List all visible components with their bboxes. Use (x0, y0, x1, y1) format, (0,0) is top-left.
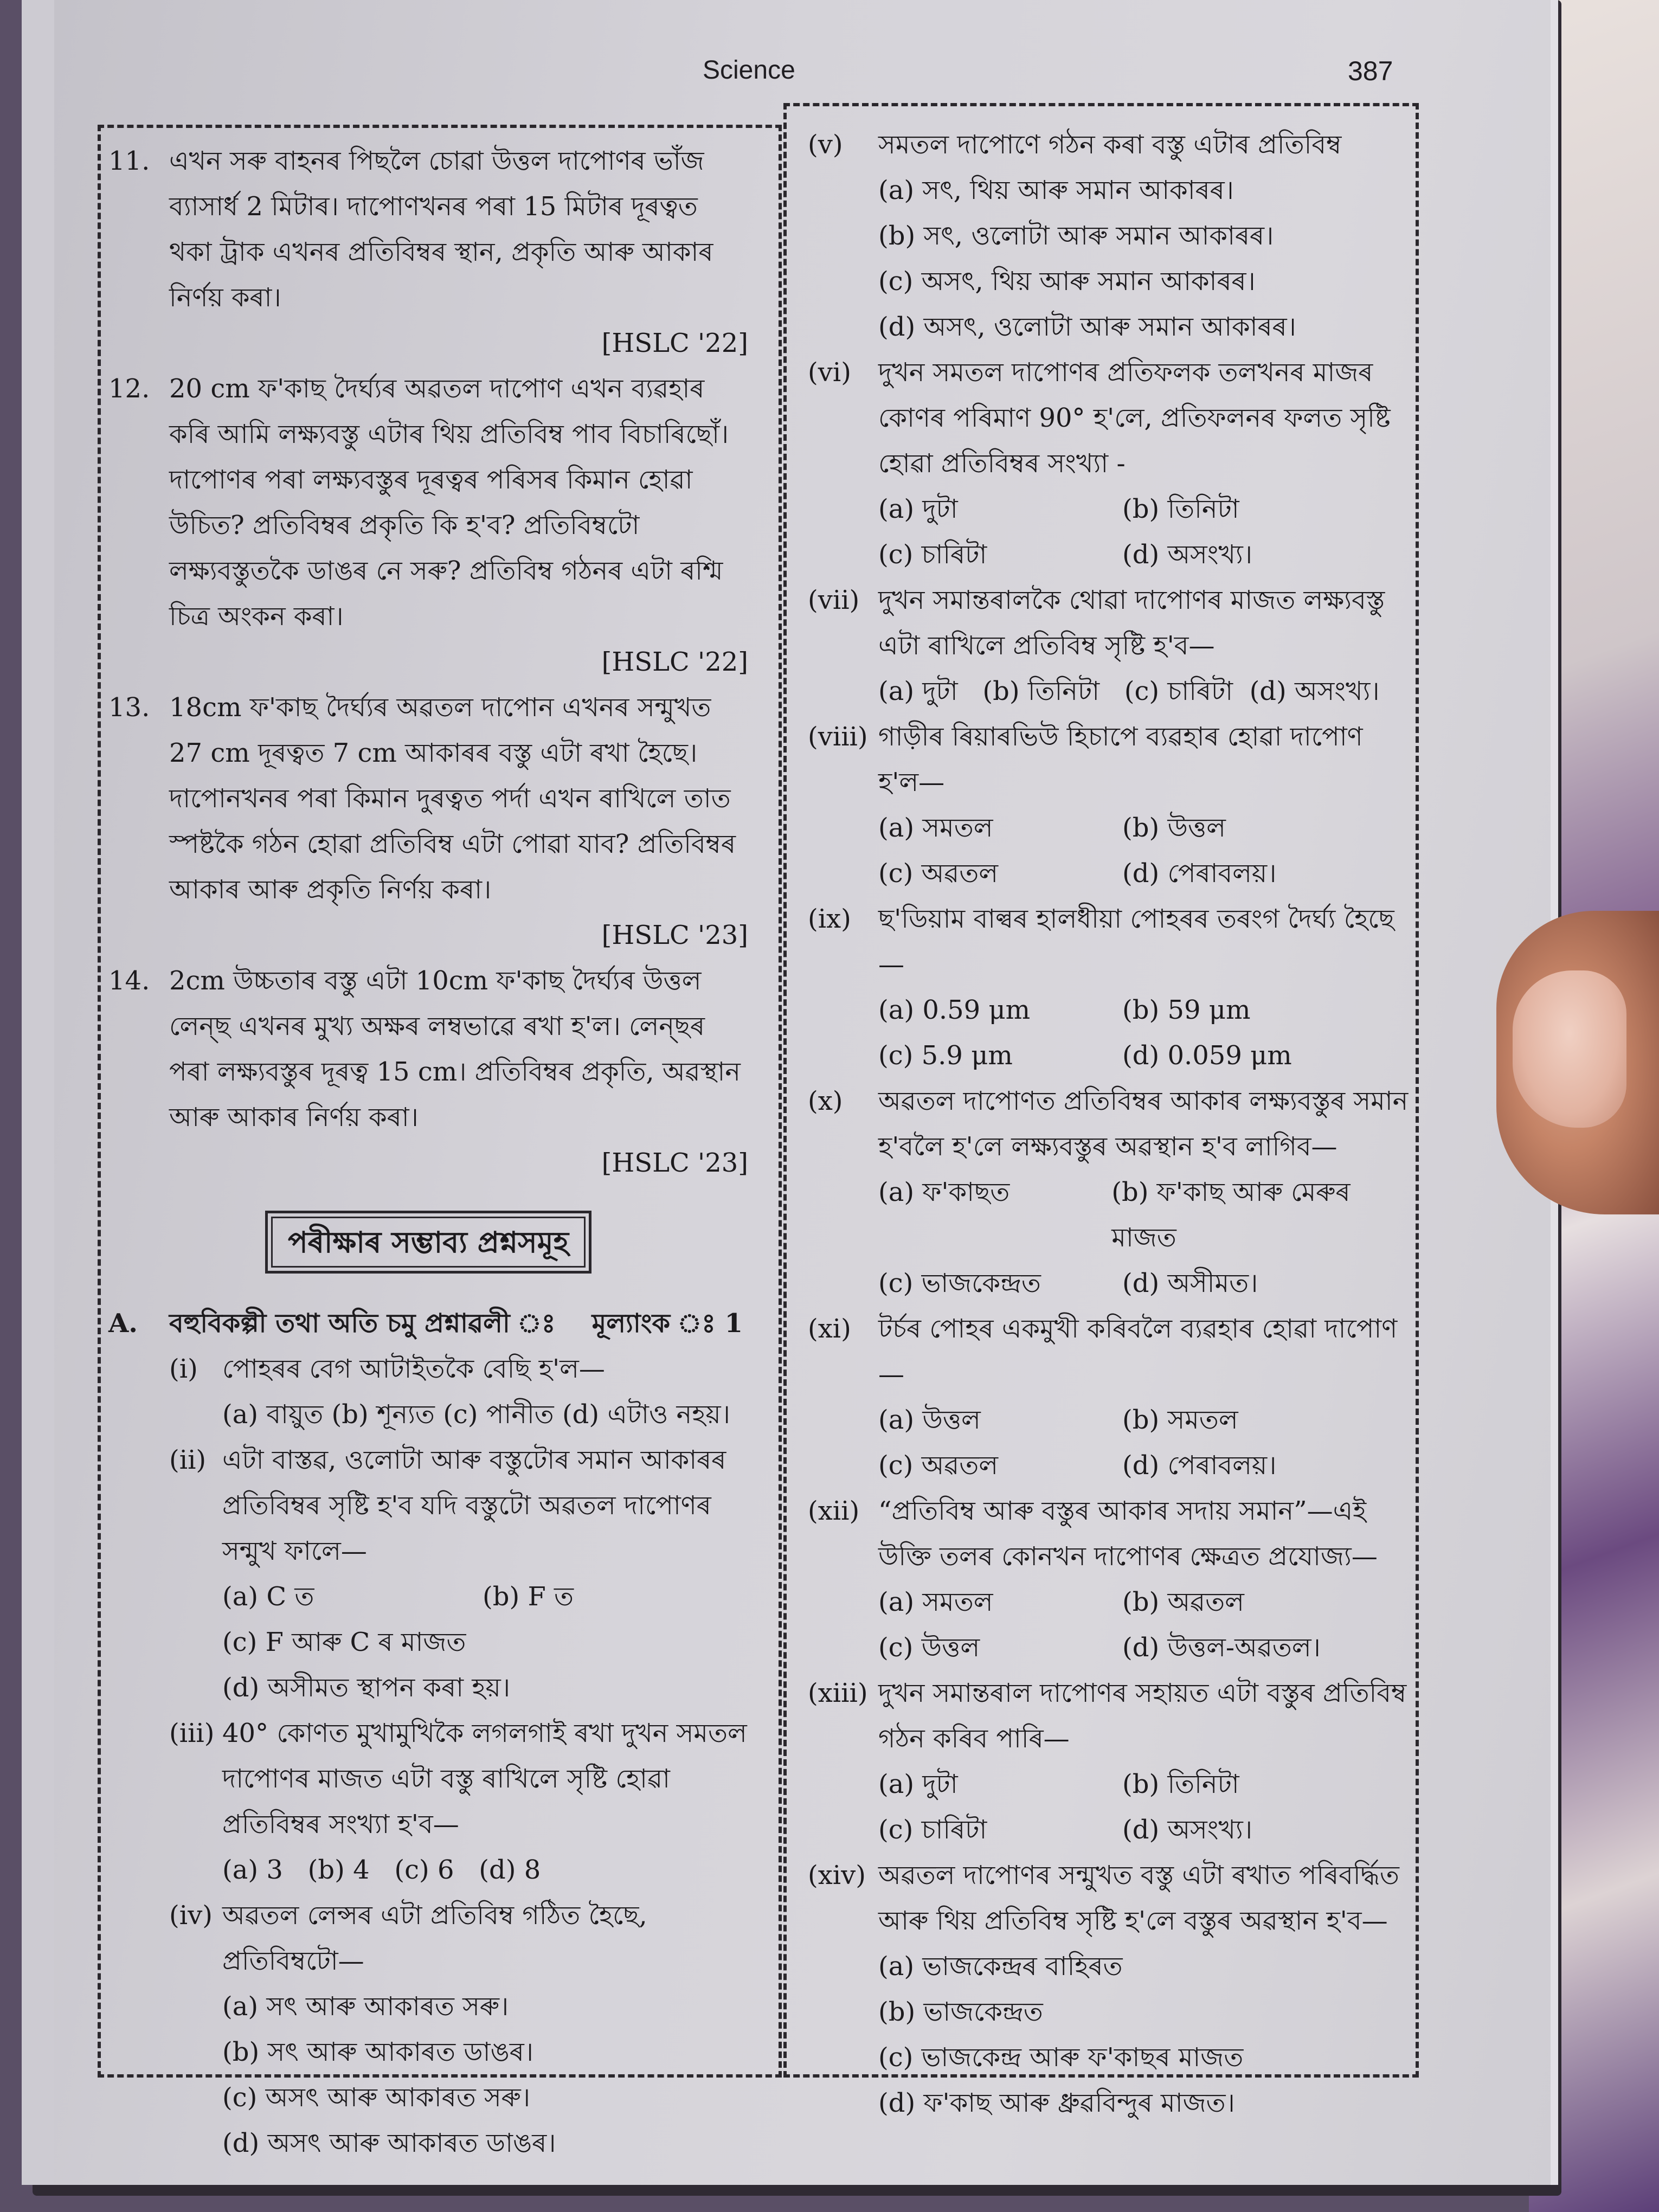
exam-reference: [HSLC '23] (601, 920, 748, 950)
option-a: (a) উত্তল (878, 1405, 981, 1435)
mcq-number: (vii) (808, 585, 860, 615)
option-b: (b) তিনিটা (1122, 1769, 1239, 1799)
mcq-stem: অৱতল দাপোণৰ সন্মুখত বস্তু এটা ৰখাত পৰিবৰ্দ্ধিত আৰু থিয় প্ৰতিবিম্ব সৃষ্টি হ'লে বস্তুৰ অৱস্থান হ'ব— (878, 1860, 1399, 1936)
mcq-viii (808, 714, 1410, 896)
option-b: (b) সমতল (1122, 1405, 1238, 1435)
question-text: এখন সৰু বাহনৰ পিছলৈ চোৱা উত্তল দাপোণৰ ভাঁজ ব্যাসাৰ্ধ 2 মিটাৰ। দাপোণখনৰ পৰা 15 মিটাৰ দূৰত্বত থকা ট্ৰাক এখনৰ প্ৰতিবিম্বৰ স্থান, প্ৰকৃতি আৰু আকাৰ নিৰ্ণয় কৰা। (169, 146, 713, 313)
option-row (878, 1261, 1410, 1306)
option-a: (a) C ত (222, 1581, 314, 1612)
mcq-number: (xi) (808, 1314, 851, 1344)
option-c: (c) অসৎ, থিয় আৰু সমান আকাৰৰ। (878, 266, 1256, 297)
option-b: (b) F ত (483, 1581, 574, 1612)
mcq-stem: দুখন সমান্তৰালকৈ থোৱা দাপোণৰ মাজত লক্ষ্যবস্তু এটা ৰাখিলে প্ৰতিবিম্ব সৃষ্টি হ'ব— (878, 585, 1385, 661)
option-row (878, 805, 1410, 851)
mcq-vii (808, 577, 1410, 714)
option-a: (a) ভাজকেন্দ্ৰৰ বাহিৰত (878, 1951, 1123, 1982)
option-a: (a) 0.59 μm (878, 995, 1031, 1025)
section-title-box (265, 1211, 591, 1274)
mcq-stem: গাড়ীৰ ৰিয়াৰভিউ হিচাপে ব্যৱহাৰ হোৱা দাপোণ হ'ল— (878, 722, 1363, 798)
mcq-stem: সমতল দাপোণে গঠন কৰা বস্তু এটাৰ প্ৰতিবিম্ব (878, 130, 1342, 160)
option-row (878, 1169, 1410, 1261)
mcq-stem: দুখন সমান্তৰাল দাপোণৰ সহায়ত এটা বস্তুৰ প্ৰতিবিম্ব গঠন কৰিব পাৰি— (878, 1678, 1407, 1754)
option-row (878, 1761, 1410, 1807)
running-header-title: Science (703, 56, 795, 85)
option-a: (a) সমতল (878, 1587, 993, 1617)
page-number: 387 (1348, 56, 1393, 86)
mcq-number: (ii) (169, 1445, 207, 1475)
option-row (878, 851, 1410, 896)
option-c: (c) অৱতল (878, 858, 999, 889)
mcq-option-row (222, 1574, 748, 1619)
option-b: (b) অৱতল (1122, 1587, 1244, 1617)
option-b: (b) সৎ, ওলোটা আৰু সমান আকাৰৰ। (878, 221, 1274, 251)
option-b: (b) ফ'কাছ আৰু মেৰুৰ মাজত (1111, 1177, 1351, 1253)
mcq-vi (808, 350, 1410, 577)
question-number: 11. (108, 146, 150, 176)
option-c: (c) ভাজকেন্দ্ৰ আৰু ফ'কাছৰ মাজত (878, 2042, 1244, 2073)
option-row (878, 987, 1410, 1033)
mcq-number: (iv) (169, 1900, 213, 1931)
option-d: (d) অসীমত। (1122, 1268, 1258, 1298)
option-b: (b) ভাজকেন্দ্ৰত (878, 1997, 1043, 2027)
exam-reference: [HSLC '22] (601, 328, 748, 358)
mcq-xiii (808, 1670, 1410, 1853)
option-b: (b) উত্তল (1122, 813, 1226, 843)
option-row (878, 486, 1410, 532)
mcq-number: (iii) (169, 1718, 215, 1748)
right-column (808, 122, 1410, 2126)
section-a-heading (108, 1301, 748, 1346)
mcq-xiv (808, 1853, 1410, 2126)
mcq-stem: দুখন সমতল দাপোণৰ প্ৰতিফলক তলখনৰ মাজৰ কোণৰ পৰিমাণ 90° হ'লে, প্ৰতিফলনৰ ফলত সৃষ্টি হোৱা প্ৰতিবিম্বৰ সংখ্যা - (878, 357, 1391, 479)
question-text: 2cm উচ্চতাৰ বস্তু এটা 10cm ফ'কাছ দৈৰ্ঘ্যৰ উত্তল লেন্‌ছ এখনৰ মুখ্য অক্ষৰ লম্বভাৱে ৰখা হ'ল। লেন্‌ছৰ পৰা লক্ষ্যবস্তুৰ দূৰত্ব 15 cm। প্ৰতিবিম্বৰ প্ৰকৃতি, অৱস্থান আৰু আকাৰ নিৰ্ণয় কৰা। (169, 966, 741, 1133)
option-d: (d) পেৰাবলয়। (1122, 1450, 1277, 1481)
mcq-ii (108, 1437, 748, 1711)
mcq-number: (x) (808, 1086, 843, 1116)
option-c: (c) চাৰিটা (878, 1815, 987, 1845)
question-text: 20 cm ফ'কাছ দৈৰ্ঘ্যৰ অৱতল দাপোণ এখন ব্যৱহাৰ কৰি আমি লক্ষ্যবস্তু এটাৰ থিয় প্ৰতিবিম্ব পাব বিচাৰিছোঁ। দাপোণৰ পৰা লক্ষ্যবস্তুৰ দূৰত্বৰ পৰিসৰ কিমান হোৱা উচিত? প্ৰতিবিম্বৰ প্ৰকৃতি কি হ'ব? প্ৰতিবিম্বটো লক্ষ্যবস্তুতকৈ ডাঙৰ নে সৰু? প্ৰতিবিম্ব গঠনৰ এটা ৰশ্মি চিত্ৰ অংকন কৰা। (169, 374, 729, 632)
option-d: (d) অসীমত স্থাপন কৰা হয়। (222, 1673, 511, 1703)
mcq-stem: 40° কোণত মুখামুখিকৈ লগলগাই ৰখা দুখন সমতল দাপোণৰ মাজত এটা বস্তু ৰাখিলে সৃষ্টি হোৱা প্ৰতিবিম্বৰ সংখ্যা হ'ব— (222, 1718, 747, 1840)
mcq-iii (108, 1711, 748, 1893)
option-row (878, 1397, 1410, 1443)
option-c: (c) উত্তল (878, 1632, 980, 1663)
question-11 (108, 138, 748, 366)
question-text: 18cm ফ'কাছ দৈৰ্ঘ্যৰ অৱতল দাপোন এখনৰ সন্মুখত 27 cm দূৰত্বত 7 cm আকাৰৰ বস্তু এটা ৰখা হৈছে। দাপোনখনৰ পৰা কিমান দুৰত্বত পৰ্দা এখন ৰাখিলে তাত স্পষ্টকৈ গঠন হোৱা প্ৰতিবিম্ব এটা পোৱা যাব? প্ৰতিবিম্বৰ আকাৰ আৰু প্ৰকৃতি নিৰ্ণয় কৰা। (169, 692, 736, 905)
option-row (878, 1579, 1410, 1625)
option-b: (b) 59 μm (1122, 995, 1251, 1025)
option-d: (d) পেৰাবলয়। (1122, 858, 1277, 889)
mcq-stem: এটা বাস্তৱ, ওলোটা আৰু বস্তুটোৰ সমান আকাৰৰ প্ৰতিবিম্বৰ সৃষ্টি হ'ব যদি বস্তুটো অৱতল দাপোণৰ সন্মুখ ফালে— (222, 1445, 726, 1566)
section-title-wrap (108, 1211, 748, 1274)
section-a-marks: মূল্যাংক ঃ 1 (591, 1308, 743, 1339)
option-row (878, 532, 1410, 577)
question-number: 13. (108, 692, 150, 723)
option-a: (a) সৎ, থিয় আৰু সমান আকাৰৰ। (878, 175, 1234, 205)
option-a: (a) দুটা (878, 1769, 958, 1799)
exam-reference: [HSLC '22] (601, 647, 748, 677)
option-a: (a) সমতল (878, 813, 993, 843)
option-c: (c) অসৎ আৰু আকাৰত সৰু। (222, 2082, 530, 2113)
mcq-iv (108, 1893, 748, 2166)
mcq-stem: টৰ্চৰ পোহৰ একমুখী কৰিবলৈ ব্যৱহাৰ হোৱা দাপোণ— (878, 1314, 1398, 1390)
mcq-number: (vi) (808, 357, 851, 388)
option-row (878, 1033, 1410, 1078)
option-c: (c) 5.9 μm (878, 1040, 1013, 1071)
mcq-options: (a) বায়ুত (b) শূন্যত (c) পানীত (d) এটাও নহয়। (222, 1399, 730, 1430)
option-b: (b) তিনিটা (1122, 494, 1239, 524)
mcq-xii (808, 1488, 1410, 1670)
option-a: (a) ফ'কাছত (878, 1177, 1010, 1207)
option-c: (c) চাৰিটা (878, 539, 987, 570)
mcq-number: (xiii) (808, 1678, 868, 1708)
mcq-number: (v) (808, 130, 843, 160)
mcq-number: (xii) (808, 1496, 860, 1526)
option-d: (d) ফ'কাছ আৰু ধ্ৰুৱবিন্দুৰ মাজত। (878, 2088, 1235, 2118)
option-row (878, 1807, 1410, 1853)
option-a: (a) দুটা (878, 494, 958, 524)
option-d: (d) উত্তল-অৱতল। (1122, 1632, 1321, 1663)
option-d: (d) অসৎ আৰু আকাৰত ডাঙৰ। (222, 2128, 556, 2158)
thumbnail-nail (1513, 970, 1626, 1128)
option-c: (c) F আৰু C ৰ মাজত (222, 1627, 466, 1657)
mcq-i (108, 1346, 748, 1437)
mcq-ix (808, 896, 1410, 1078)
mcq-options: (a) 3 (b) 4 (c) 6 (d) 8 (222, 1855, 541, 1885)
mcq-stem: ছ'ডিয়াম বাল্বৰ হালধীয়া পোহৰৰ তৰংগ দৈৰ্ঘ্য হৈছে— (878, 904, 1394, 980)
option-d: (d) 0.059 μm (1122, 1040, 1292, 1071)
exam-reference: [HSLC '23] (601, 1148, 748, 1178)
option-row (878, 1625, 1410, 1670)
option-a: (a) সৎ আৰু আকাৰত সৰু। (222, 1991, 509, 2022)
mcq-options: (a) দুটা (b) তিনিটা (c) চাৰিটা (d) অসংখ্য। (878, 676, 1380, 706)
mcq-xi (808, 1306, 1410, 1488)
question-12 (108, 366, 748, 685)
mcq-number: (xiv) (808, 1860, 866, 1891)
left-column (108, 138, 748, 2166)
mcq-number: (ix) (808, 904, 851, 934)
option-d: (d) অসৎ, ওলোটা আৰু সমান আকাৰৰ। (878, 312, 1296, 342)
mcq-x (808, 1078, 1410, 1306)
section-a-title: বহুবিকল্পী তথা অতি চমু প্ৰশ্নাৱলী ঃ (169, 1308, 556, 1339)
option-c: (c) ভাজকেন্দ্ৰত (878, 1268, 1041, 1298)
section-a-label: A. (108, 1308, 138, 1339)
option-d: (d) অসংখ্য। (1122, 539, 1252, 570)
option-d: (d) অসংখ্য। (1122, 1815, 1252, 1845)
question-13 (108, 685, 748, 958)
question-number: 12. (108, 374, 150, 404)
mcq-number: (i) (169, 1354, 198, 1384)
mcq-v (808, 122, 1410, 350)
mcq-number: (viii) (808, 722, 868, 752)
mcq-stem: পোহৰৰ বেগ আটাইতকৈ বেছি হ'ল— (222, 1354, 605, 1384)
option-row (878, 1443, 1410, 1488)
option-b: (b) সৎ আৰু আকাৰত ডাঙৰ। (222, 2037, 533, 2067)
mcq-stem: অৱতল লেন্সৰ এটা প্ৰতিবিম্ব গঠিত হৈছে, প্ৰতিবিম্বটো— (222, 1900, 647, 1976)
mcq-stem: “প্ৰতিবিম্ব আৰু বস্তুৰ আকাৰ সদায় সমান”—এই উক্তি তলৰ কোনখন দাপোণৰ ক্ষেত্ৰত প্ৰযোজ্য— (878, 1496, 1378, 1572)
question-14 (108, 958, 748, 1186)
option-c: (c) অৱতল (878, 1450, 999, 1481)
question-number: 14. (108, 966, 150, 996)
section-title: পৰীক্ষাৰ সম্ভাব্য প্ৰশ্নসমূহ (271, 1217, 586, 1268)
mcq-stem: অৱতল দাপোণত প্ৰতিবিম্বৰ আকাৰ লক্ষ্যবস্তুৰ সমান হ'বলৈ হ'লে লক্ষ্যবস্তুৰ অৱস্থান হ'ব লাগিব— (878, 1086, 1409, 1162)
